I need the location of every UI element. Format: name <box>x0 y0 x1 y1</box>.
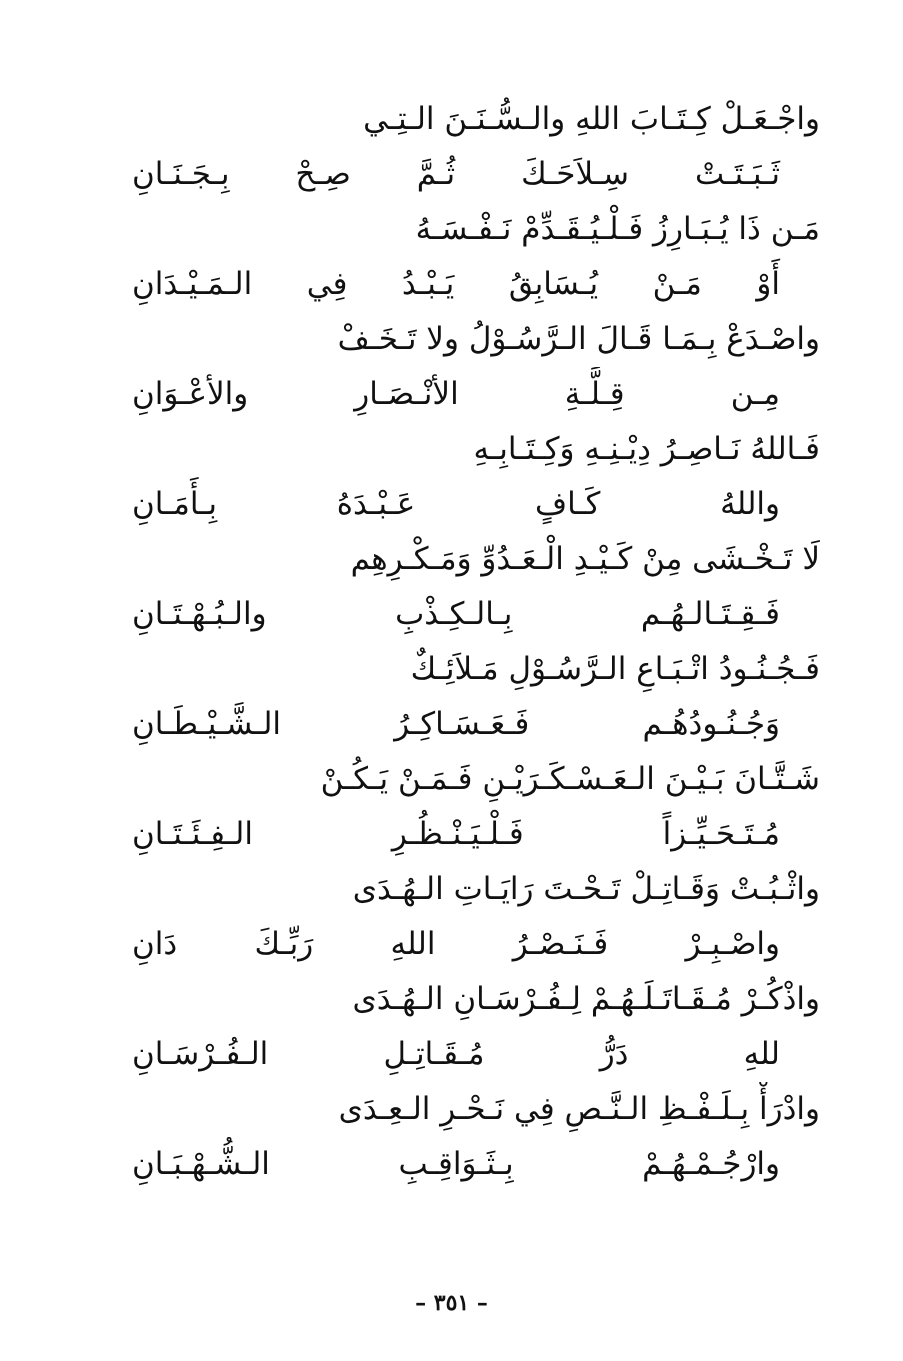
couplet <box>120 972 820 1082</box>
verse-second-hemistich: أَوْ مَـنْ يُـسَابِقُ يَـبْـدُ فِي الـمَـيْـدَانِ <box>132 266 780 302</box>
verse-second-hemistich: واصْـبِـرْ فَـنَـصْـرُ اللهِ رَبِّـكَ دَانِ <box>132 926 780 962</box>
verse-second-hemistich: فَـقِـتَـالـهُـم بِـالـكِـذْبِ والـبُـهْـتَـانِ <box>132 596 780 632</box>
verse-first-hemistich: فَـاللهُ نَـاصِـرُ دِيْـنِـهِ وَكِـتَـابِـهِ <box>473 431 820 467</box>
verse-first-hemistich: فَـجُـنُـودُ اتْـبَـاعِ الـرَّسُـوْلِ مَـلاَئِـكٌ <box>410 651 820 687</box>
couplet <box>120 862 820 972</box>
verse-second-hemistich: وَجُـنُـودُهُـم فَـعَـسَـاكِـرُ الـشَّـيْـطَـانِ <box>132 706 780 742</box>
couplet <box>120 532 820 642</box>
verse-second-hemistich: للهِ دَرُّ مُـقَـاتِـلِ الـفُـرْسَـانِ <box>132 1036 780 1072</box>
couplet <box>120 422 820 532</box>
couplet <box>120 752 820 862</box>
verse-second-hemistich: واللهُ كَـافٍ عَـبْـدَهُ بِـأَمَـانِ <box>132 486 780 522</box>
verse-first-hemistich: واجْـعَـلْ كِـتَـابَ اللهِ والـسُّـنَـنَ الـتِـي <box>363 101 820 137</box>
couplet <box>120 642 820 752</box>
verse-first-hemistich: واذْكُـرْ مُـقَـاتَـلَـهُـمْ لِـفُـرْسَـانِ الـهُـدَى <box>352 981 820 1017</box>
verse-first-hemistich: مَـن ذَا يُـبَـارِزُ فَـلْـيُـقَـدِّمْ نَـفْـسَـهُ <box>415 211 820 247</box>
couplet <box>120 202 820 312</box>
verse-second-hemistich: مِـن قِـلَّـةِ الأنْـصَـارِ والأعْـوَانِ <box>132 376 780 412</box>
verse-second-hemistich: مُـتَـحَـيِّـزاً فَـلْـيَـنْـظُـرِ الـفِـئَـتَـانِ <box>132 816 780 852</box>
verse-first-hemistich: لَا تَـخْـشَى مِنْ كَـيْـدِ الْـعَـدُوِّ وَمَـكْـرِهِم <box>350 541 820 577</box>
verse-second-hemistich: وارْجُـمْـهُـمْ بِـثَـوَاقِـبِ الـشُّـهْـبَـانِ <box>132 1146 780 1182</box>
couplet <box>120 312 820 422</box>
page-number: – ٣٥١ – <box>415 1290 488 1316</box>
verse-first-hemistich: واثْـبُـتْ وَقَـاتِـلْ تَـحْـتَ رَايَـاتِ الـهُـدَى <box>352 871 820 907</box>
poem-body <box>120 92 820 1192</box>
couplet <box>120 92 820 202</box>
verse-first-hemistich: واصْـدَعْ بِـمَـا قَـالَ الـرَّسُـوْلُ ولا تَـخَـفْ <box>337 321 820 357</box>
verse-first-hemistich: وادْرَأْ بِـلَـفْـظِ الـنَّـصِ فِي نَـحْـرِ الـعِـدَى <box>338 1091 820 1127</box>
verse-first-hemistich: شَـتَّـانَ بَـيْـنَ الـعَـسْـكَـرَيْـنِ فَـمَـنْ يَـكُـنْ <box>320 761 820 797</box>
verse-second-hemistich: ثَـبَـتَـتْ سِـلاَحَـكَ ثُـمَّ صِـحْ بِـجَـنَـانِ <box>132 156 780 192</box>
couplet <box>120 1082 820 1192</box>
